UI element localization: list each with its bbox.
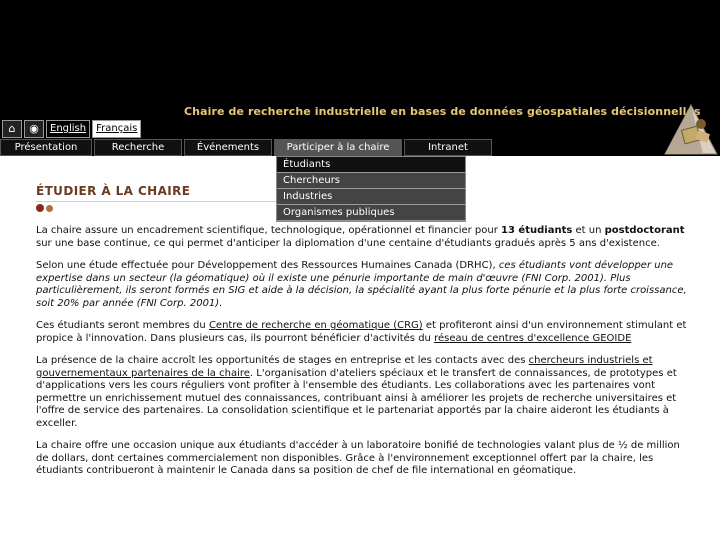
main-nav xyxy=(0,139,494,156)
participer-dropdown-menu xyxy=(276,156,466,222)
nav-evenements[interactable]: Événements xyxy=(184,139,272,156)
paragraph-2: Selon une étude effectuée pour Développement des Ressources Humaines Canada (DRHC), ces étudiants vont développer une expertise dans un secteur (la géomatique) où il existe une pénurie importante de main d'œuvre (FNI Corp. 2001). Plus particulièrement, ils seront formés en SIG et aide à la décision, la spécialité ayant la plus forte pénurie et la plus forte croissance, soit 20% par année (FNI Corp. 2001). xyxy=(36,260,687,309)
paragraph-5: La chaire offre une occasion unique aux étudiants d'accéder à un laboratoire bonifié de technologies valant plus de ½ de million de dollars, dont certaines commercialement non disponibles. Grâce à l'environnement exceptionnel offert par la chaire, les étudiants contribueront à maintenir le Canada dans sa position de chef de file international en géomatique. xyxy=(36,440,680,476)
link-chercheurs-partenaires[interactable]: chercheurs industriels et gouvernementaux partenaires de la chaire xyxy=(36,355,653,379)
lang-english-link[interactable]: English xyxy=(46,120,90,138)
link-geoide[interactable]: réseau de centres d'excellence GEOIDE xyxy=(434,332,632,344)
main-content xyxy=(36,184,692,488)
nav-recherche[interactable]: Recherche xyxy=(94,139,182,156)
chair-logo xyxy=(663,102,719,156)
nav-participer[interactable]: Participer à la chaire xyxy=(274,139,402,156)
link-crg[interactable]: Centre de recherche en géomatique (CRG) xyxy=(208,320,423,331)
menu-item-organismes-publiques[interactable]: Organismes publiques xyxy=(277,205,465,221)
paragraph-3: Ces étudiants seront membres du Centre de recherche en géomatique (CRG) et profiteront ainsi d'un environnement stimulant et propice à l'innovation. Dans plusieurs cas, ils pourront bénéficier d'activités du réseau de centres d'excellence GEOIDE xyxy=(36,320,687,344)
top-black-area xyxy=(0,0,720,100)
decoration-icon xyxy=(36,204,44,212)
paragraph-1: La chaire assure un encadrement scientifique, technologique, opérationnel et financier pour 13 étudiants et un postdoctorant sur une base continue, ce qui permet d'anticiper la diplomation d'une centaine d'étudiants gradués après 5 ans d'existence. xyxy=(36,225,685,249)
paragraph-4: La présence de la chaire accroît les opportunités de stages en entreprise et les contacts avec des chercheurs industriels et gouvernementaux partenaires de la chaire. L'organisation d'ateliers spéciaux et le transfert de connaissances, de prototypes et d'applications vers les cours réguliers vont profiter à l'ensemble des étudiants. Les collaborations avec les partenaires vont permettre un enrichissement mutuel des connaissances, contribuant ainsi à améliorer les projets de recherche universitaires et l'offre de service des partenaires. La consolidation scientifique et le partenariat apportés par la chaire aideront les étudiants à exceller. xyxy=(36,355,677,429)
nav-intranet[interactable]: Intranet xyxy=(404,139,492,156)
decoration-icon xyxy=(46,205,53,212)
browser-page xyxy=(0,100,720,540)
site-title: Chaire de recherche industrielle en bases de données géospatiales décisionnelles xyxy=(184,105,701,118)
menu-item-etudiants[interactable]: Étudiants xyxy=(277,157,465,173)
menu-item-chercheurs[interactable]: Chercheurs xyxy=(277,173,465,189)
language-bar xyxy=(2,120,141,137)
site-header xyxy=(0,100,720,156)
home-icon[interactable]: ⌂ xyxy=(2,120,22,138)
menu-item-industries[interactable]: Industries xyxy=(277,189,465,205)
lang-francais-link[interactable]: Français xyxy=(92,120,141,138)
nav-presentation[interactable]: Présentation xyxy=(0,139,92,156)
globe-icon[interactable]: ◉ xyxy=(24,120,44,138)
page-title: ÉTUDIER À LA CHAIRE xyxy=(36,184,191,198)
